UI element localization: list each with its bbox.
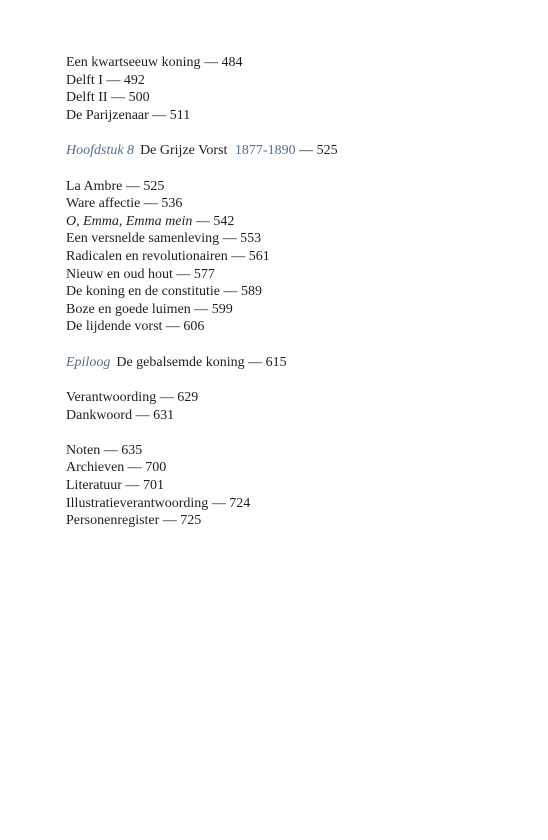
toc-entry: Delft I — 492	[66, 72, 145, 88]
toc-entry: Verantwoording — 629	[66, 390, 199, 406]
chapter-years: 1877-1890	[234, 142, 296, 158]
toc-entry: Dankwoord — 631	[66, 407, 175, 423]
toc-entry: De koning en de constitutie — 589	[66, 284, 262, 300]
epilogue-label: Epiloog	[66, 354, 111, 370]
toc-entry: Archieven — 700	[66, 460, 167, 476]
toc-entry: De lijdende vorst — 606	[66, 319, 205, 335]
toc-entry: Illustratieverantwoording — 724	[66, 495, 251, 511]
spacer	[66, 424, 506, 442]
chapter-page: — 525	[299, 142, 338, 158]
chapter-heading	[66, 142, 506, 160]
spacer	[66, 124, 506, 142]
epilogue-title: De gebalsemde koning — 615	[116, 354, 287, 370]
toc-entry-italic-title: O, Emma, Emma mein	[66, 213, 193, 229]
toc-entry: Noten — 635	[66, 442, 143, 458]
spacer	[66, 160, 506, 178]
toc-entry: De Parijzenaar — 511	[66, 107, 191, 123]
toc-entry: Delft II — 500	[66, 90, 150, 106]
toc-entry-page: — 542	[192, 213, 235, 229]
toc-entry: Ware affectie — 536	[66, 196, 183, 212]
spacer	[66, 372, 506, 390]
table-of-contents	[66, 54, 506, 530]
toc-entry: Literatuur — 701	[66, 478, 164, 494]
chapter-title: De Grijze Vorst	[140, 142, 228, 158]
chapter-label: Hoofdstuk 8	[66, 142, 135, 158]
toc-entry: La Ambre — 525	[66, 178, 165, 194]
toc-entry: Een versnelde samenleving — 553	[66, 231, 262, 247]
toc-entry: Een kwartseeuw koning — 484	[66, 55, 243, 70]
toc-entry	[66, 213, 506, 231]
toc-entry: Boze en goede luimen — 599	[66, 301, 233, 317]
epilogue-heading	[66, 354, 506, 372]
spacer	[66, 336, 506, 354]
toc-entry: Radicalen en revolutionairen — 561	[66, 248, 270, 264]
toc-entry: Nieuw en oud hout — 577	[66, 266, 215, 282]
toc-entry: Personenregister — 725	[66, 513, 202, 529]
